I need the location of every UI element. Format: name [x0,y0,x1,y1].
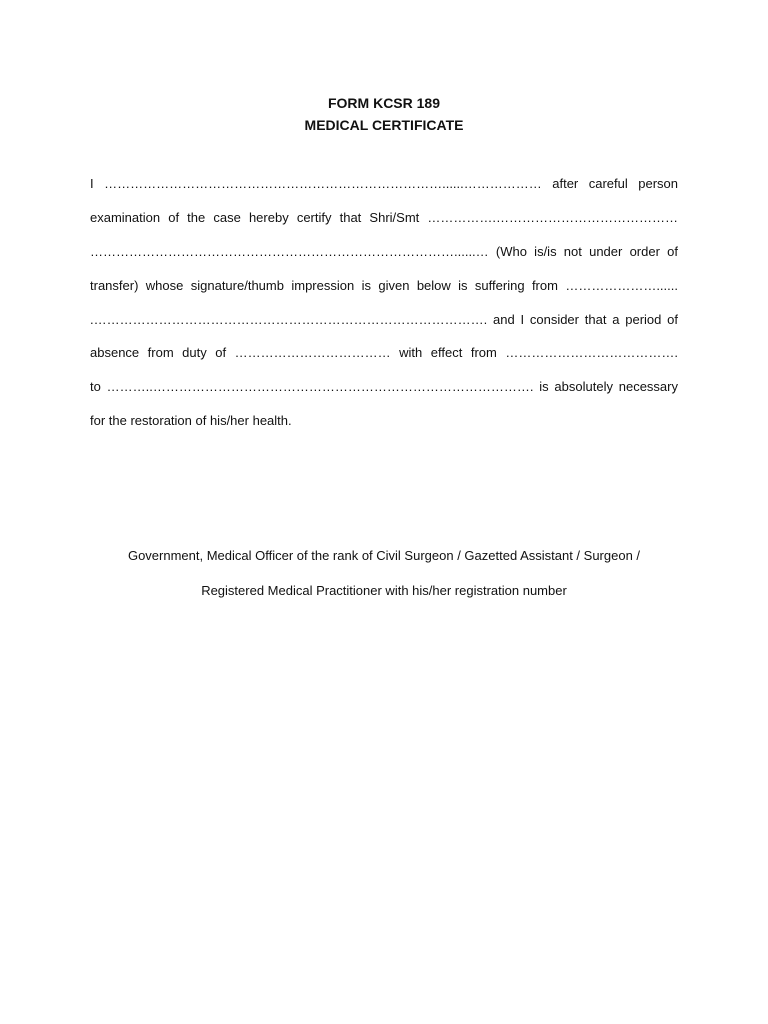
certificate-text-line: to ………..……………………………………………………………………………. is absolutely necessary [90,379,678,394]
form-title: MEDICAL CERTIFICATE [304,117,464,133]
certificate-text-line: transfer) whose signature/thumb impression is given below is suffering from …………………...... [90,278,678,293]
certificate-text-line: I ……………………………………………………………………......……………… after careful person [90,176,678,191]
certificate-text-line: examination of the case hereby certify that Shri/Smt …………….…………………………………… [90,210,678,225]
signatory-designation: Government, Medical Officer of the rank of Civil Surgeon / Gazetted Assistant / Surgeon / [127,548,641,563]
form-number: FORM KCSR 189 [327,95,441,111]
certificate-text-line: for the restoration of his/her health. [90,413,292,428]
certificate-text-line: …………………………………………………………………………......… (Who is/is not under order of [90,244,678,259]
certificate-text-line: absence from duty of ……………………………… with effect from …………………………………. [90,345,678,360]
signatory-registration: Registered Medical Practitioner with his/her registration number [201,583,567,598]
certificate-text-line: .………………………………………………………………………………. and I consider that a period of [90,312,678,327]
